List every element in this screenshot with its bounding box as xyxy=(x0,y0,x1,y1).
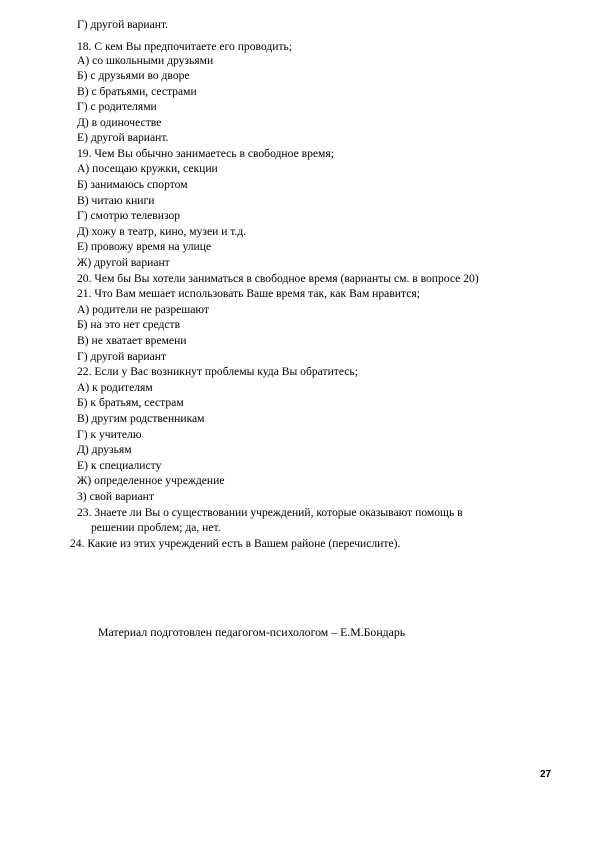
answer-option: Г) другой вариант xyxy=(77,350,167,363)
question-24: 24. Какие из этих учреждений есть в Вашем районе (перечислите). xyxy=(70,537,401,550)
question-20: 20. Чем бы Вы хотели заниматься в свободное время (варианты см. в вопросе 20) xyxy=(77,272,479,285)
answer-option: Ж) другой вариант xyxy=(77,256,170,269)
question-23: 23. Знаете ли Вы о существовании учреждений, которые оказывают помощь в xyxy=(77,506,463,519)
answer-option: Г) с родителями xyxy=(77,100,157,113)
text-line: Г) другой вариант. xyxy=(77,18,169,31)
answer-option: А) со школьными друзьями xyxy=(77,54,214,67)
answer-option: Б) с друзьями во дворе xyxy=(77,69,190,82)
answer-option: Е) к специалисту xyxy=(77,459,162,472)
author-note: Материал подготовлен педагогом-психологом – Е.М.Бондарь xyxy=(98,625,406,639)
answer-option: Г) к учителю xyxy=(77,428,142,441)
answer-option: Е) другой вариант. xyxy=(77,131,169,144)
answer-option: Г) смотрю телевизор xyxy=(77,209,181,222)
answer-option: Д) в одиночестве xyxy=(77,116,162,129)
answer-option: З) свой вариант xyxy=(77,490,154,503)
question-18: 18. С кем Вы предпочитаете его проводить; xyxy=(77,40,293,53)
answer-option: В) не хватает времени xyxy=(77,334,187,347)
answer-option: А) к родителям xyxy=(77,381,153,394)
answer-option: А) посещаю кружки, секции xyxy=(77,162,218,175)
answer-option: Д) друзьям xyxy=(77,443,132,456)
answer-option: Б) на это нет средств xyxy=(77,318,181,331)
question-22: 22. Если у Вас возникнут проблемы куда Вы обратитесь; xyxy=(77,365,358,378)
answer-option: В) читаю книги xyxy=(77,194,155,207)
answer-option: В) другим родственникам xyxy=(77,412,205,425)
question-19: 19. Чем Вы обычно занимаетесь в свободное время; xyxy=(77,147,334,160)
answer-option: В) с братьями, сестрами xyxy=(77,85,197,98)
question-23-continuation: решении проблем; да, нет. xyxy=(91,521,221,534)
answer-option: А) родители не разрешают xyxy=(77,303,209,316)
answer-option: Б) к братьям, сестрам xyxy=(77,396,184,409)
answer-option: Д) хожу в театр, кино, музеи и т.д. xyxy=(77,225,247,238)
question-21: 21. Что Вам мешает использовать Ваше время так, как Вам нравится; xyxy=(77,287,420,300)
answer-option: Б) занимаюсь спортом xyxy=(77,178,188,191)
page-number: 27 xyxy=(540,769,552,780)
answer-option: Е) провожу время на улице xyxy=(77,240,212,253)
answer-option: Ж) определенное учреждение xyxy=(77,474,225,487)
